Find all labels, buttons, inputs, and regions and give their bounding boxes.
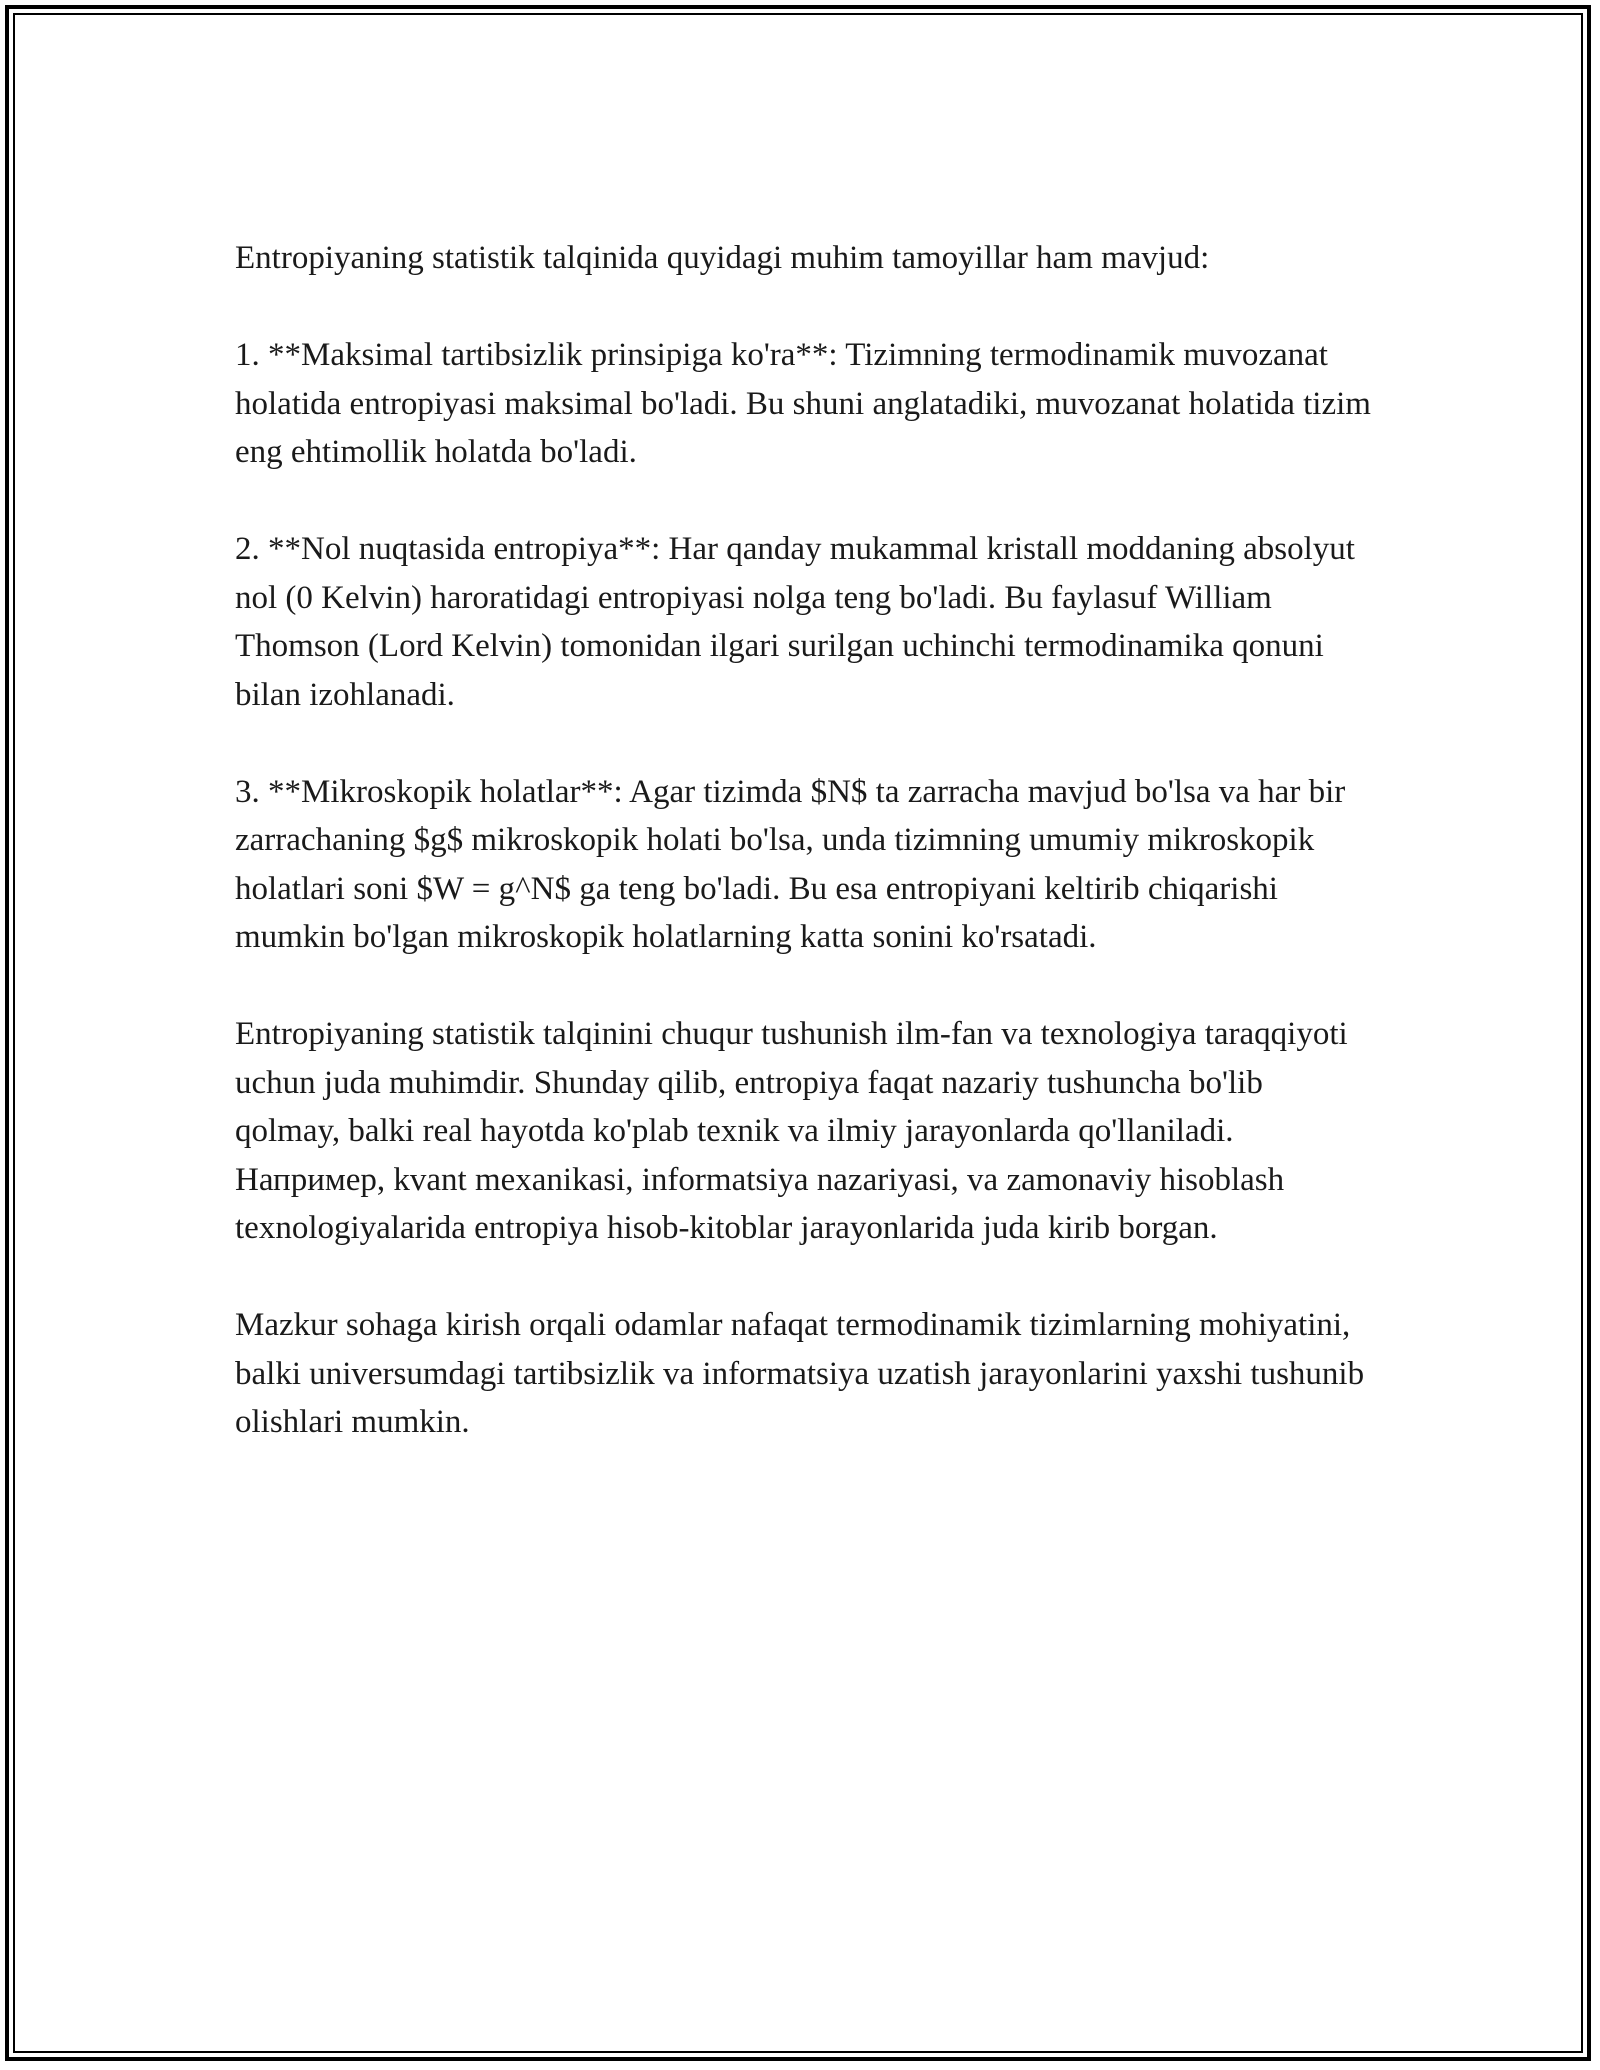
discussion-paragraph: Entropiyaning statistik talqinini chuqur tushunish ilm-fan va texnologiya taraqqiyoti uchun juda muhimdir. Shunday qilib, entropiya faqat nazariy tushuncha bo'lib qolmay, balki real hayotda ko'plab texnik va ilmiy jarayonlarda qo'llaniladi. Например, kvant mexanikasi, informatsiya nazariyasi, va zamonaviy hisoblash texnologiyalarida entropiya hisob-kitoblar jarayonlarida juda kirib borgan. (235, 1016, 1348, 1246)
principle-3-paragraph: 3. **Mikroskopik holatlar**: Agar tizimda $N$ ta zarracha mavjud bo'lsa va har bir zarrachaning $g$ mikroskopik holati bo'lsa, unda tizimning umumiy mikroskopik holatlari soni $W = g^N$ ga teng bo'ladi. Bu esa entropiyani keltirib chiqarishi mumkin bo'lgan mikroskopik holatlarning katta sonini ko'rsatadi. (235, 773, 1346, 955)
principle-1-paragraph: 1. **Maksimal tartibsizlik prinsipiga ko'ra**: Tizimning termodinamik muvozanat holatida entropiyasi maksimal bo'ladi. Bu shuni anglatadiki, muvozanat holatida tizim eng ehtimollik holatda bo'ladi. (235, 337, 1371, 470)
document-body (235, 234, 1375, 1495)
conclusion-paragraph: Mazkur sohaga kirish orqali odamlar nafaqat termodinamik tizimlarning mohiyatini, balki universumdagi tartibsizlik va informatsiya uzatish jarayonlarini yaxshi tushunib olishlari mumkin. (235, 1307, 1365, 1440)
intro-paragraph: Entropiyaning statistik talqinida quyidagi muhim tamoyillar ham mavjud: (235, 240, 1210, 276)
principle-2-paragraph: 2. **Nol nuqtasida entropiya**: Har qanday mukammal kristall moddaning absolyut nol (0 Kelvin) haroratidagi entropiyasi nolga teng bo'ladi. Bu faylasuf William Thomson (Lord Kelvin) tomonidan ilgari surilgan uchinchi termodinamika qonuni bilan izohlanadi. (235, 531, 1355, 713)
